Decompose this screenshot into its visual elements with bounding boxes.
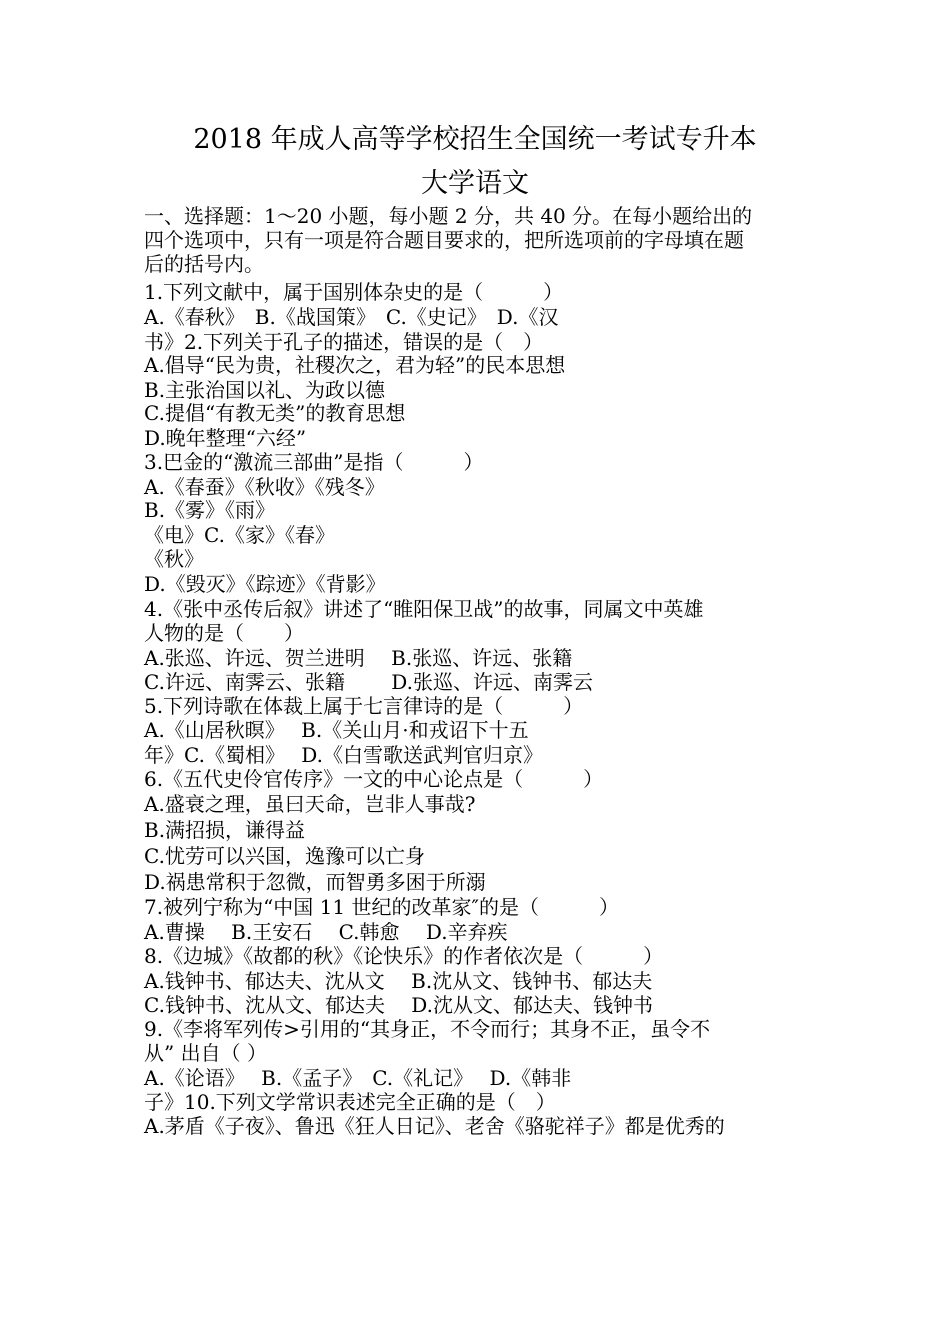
subject-title: 大学语文 (421, 168, 529, 199)
option-line: D.晚年整理“六经” (144, 426, 307, 450)
option-line: A.《春蚕》《秋收》《残冬》 (144, 475, 385, 499)
option-line: A.茅盾《子夜》、鲁迅《狂人日记》、老舍《骆驼祥子》都是优秀的 (144, 1114, 725, 1138)
question-line: 书》2.下列关于孔子的描述，错误的是（ ） (144, 330, 544, 354)
question-line: 5.下列诗歌在体裁上属于七言律诗的是（ ） (144, 694, 584, 718)
option-line: A.盛衰之理，虽曰天命，岂非人事哉? (144, 792, 476, 816)
option-line: B.《雾》《雨》 (144, 498, 276, 522)
option-line: 《秋》 (144, 547, 204, 571)
option-line: B.满招损，谦得益 (144, 818, 306, 842)
question-line: 子》10.下列文学常识表述完全正确的是（ ） (144, 1090, 556, 1114)
option-line: A.曹操 B.王安石 C.韩愈 D.辛弃疾 (144, 920, 508, 944)
question-line: 6.《五代史伶官传序》一文的中心论点是（ ） (144, 767, 604, 791)
question-line: 1.下列文献中，属于国别体杂史的是（ ） (144, 280, 564, 304)
option-line: D.祸患常积于忽微，而智勇多困于所溺 (144, 870, 486, 894)
question-line: 9.《李将军列传>引用的“其身正，不令而行；其身不正，虽令不 (144, 1017, 711, 1041)
option-line: C.提倡“有教无类”的教育思想 (144, 401, 406, 425)
instruction-line: 一、选择题：1～20 小题，每小题 2 分，共 40 分。在每小题给出的 (144, 204, 753, 228)
option-line: D.《毁灭》《踪迹》《背影》 (144, 572, 386, 596)
question-line: 8.《边城》《故都的秋》《论快乐》的作者依次是（ ） (144, 944, 664, 968)
option-line: C.钱钟书、沈从文、郁达夫 D.沈从文、郁达夫、钱钟书 (144, 993, 653, 1017)
option-line: A.《论语》 B.《孟子》 C.《礼记》 D.《韩非 (144, 1066, 572, 1090)
instruction-line: 四个选项中，只有一项是符合题目要求的，把所选项前的字母填在题 (144, 228, 744, 252)
option-line: A.《山居秋暝》 B.《关山月·和戎诏下十五 (144, 718, 529, 742)
option-line: A.张巡、许远、贺兰进明 B.张巡、许远、张籍 (144, 646, 573, 670)
question-line: 7.被列宁称为“中国 11 世纪的改革家″的是（ ） (144, 895, 619, 919)
option-line: 《电》C.《家》《春》 (144, 523, 335, 547)
question-line: 人物的是（ ） (144, 621, 304, 645)
option-line: C.忧劳可以兴国，逸豫可以亡身 (144, 844, 425, 868)
question-line: 3.巴金的“激流三部曲”是指（ ） (144, 450, 484, 474)
option-line: 年》C.《蜀相》 D.《白雪歌送武判官归京》 (144, 743, 543, 767)
instruction-line: 后的括号内。 (144, 252, 264, 276)
option-line: A.钱钟书、郁达夫、沈从文 B.沈从文、钱钟书、郁达夫 (144, 969, 653, 993)
option-line: C.许远、南霁云、张籍 D.张巡、许远、南霁云 (144, 670, 593, 694)
option-line: B.主张治国以礼、为政以德 (144, 378, 386, 402)
option-line: A.《春秋》 B.《战国策》 C.《史记》 D.《汉 (144, 305, 559, 329)
exam-title: 2018 年成人高等学校招生全国统一考试专升本 (193, 124, 757, 155)
question-line: 从” 出自（ ） (144, 1041, 267, 1065)
option-line: A.倡导“民为贵，社稷次之，君为轻”的民本思想 (144, 353, 566, 377)
question-line: 4.《张中丞传后叙》讲述了“睢阳保卫战”的故事，同属文中英雄 (144, 597, 704, 621)
